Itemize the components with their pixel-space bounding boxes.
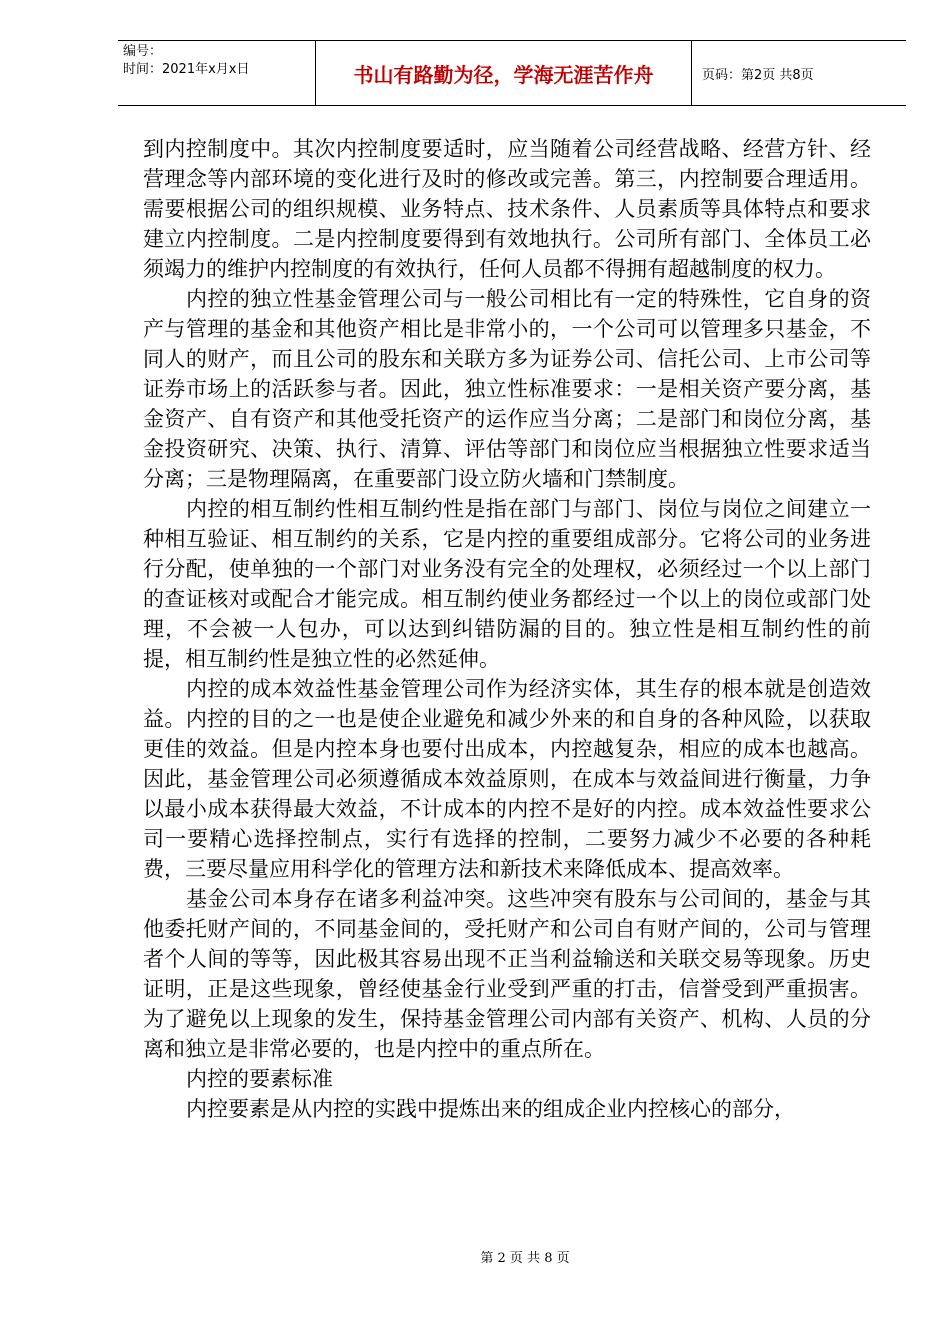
paragraph: 内控的相互制约性相互制约性是指在部门与部门、岗位与岗位之间建立一种相互验证、相互制约的关系，它是内控的重要组成部分。它将公司的业务进行分配，使单独的一个部门对业务没有完全的处理权，必须经过一个以上部门的查证核对或配合才能完成。相互制约使业务都经过一个以上的岗位或部门处理，不会被一人包办，可以达到纠错防漏的目的。独立性是相互制约性的前提，相互制约性是独立性的必然延伸。 bbox=[143, 497, 871, 671]
section-heading: 内控的要素标准 bbox=[186, 1067, 333, 1091]
paragraph: 内控的独立性基金管理公司与一般公司相比有一定的特殊性，它自身的资产与管理的基金和其他资产相比是非常小的，一个公司可以管理多只基金，不同人的财产，而且公司的股东和关联方多为证券公司、信托公司、上市公司等证券市场上的活跃参与者。因此，独立性标准要求：一是相关资产要分离，基金资产、自有资产和其他受托资产的运作应当分离；二是部门和岗位分离，基金投资研究、决策、执行、清算、评估等部门和岗位应当根据独立性要求适当分离；三是物理隔离，在重要部门设立防火墙和门禁制度。 bbox=[143, 287, 871, 491]
header-page-info: 页码：第2页 共8页 bbox=[702, 67, 814, 83]
paragraph: 内控的成本效益性基金管理公司作为经济实体，其生存的根本就是创造效益。内控的目的之一也是使企业避免和减少外来的和自身的各种风险，以获取更佳的效益。但是内控本身也要付出成本，内控越复杂，相应的成本也越高。因此，基金管理公司必须遵循成本效益原则，在成本与效益间进行衡量，力争以最小成本获得最大效益，不计成本的内控不是好的内控。成本效益性要求公司一要精心选择控制点，实行有选择的控制，二要努力减少不必要的各种耗费，三要尽量应用科学化的管理方法和新技术来降低成本、提高效率。 bbox=[143, 677, 871, 881]
header-motto: 书山有路勤为径，学海无涯苦作舟 bbox=[316, 41, 692, 105]
number-label: 编号： bbox=[123, 44, 163, 59]
time-label: 时间：2021年x月x日 bbox=[123, 62, 250, 77]
document-body bbox=[143, 134, 871, 1124]
page-footer: 第 2 页 共 8 页 bbox=[480, 1251, 570, 1266]
paragraph: 内控要素是从内控的实践中提炼出来的组成企业内控核心的部分， bbox=[186, 1097, 795, 1121]
document-header bbox=[118, 40, 906, 106]
paragraph: 到内控制度中。其次内控制度要适时，应当随着公司经营战略、经营方针、经营理念等内部环境的变化进行及时的修改或完善。第三，内控制要合理适用。需要根据公司的组织规模、业务特点、技术条件、人员素质等具体特点和要求建立内控制度。二是内控制度要得到有效地执行。公司所有部门、全体员工必须竭力的维护内控制度的有效执行，任何人员都不得拥有超越制度的权力。 bbox=[143, 137, 871, 281]
header-meta bbox=[118, 41, 316, 105]
paragraph: 基金公司本身存在诸多利益冲突。这些冲突有股东与公司间的，基金与其他委托财产间的，不同基金间的，受托财产和公司自有财产间的，公司与管理者个人间的等等，因此极其容易出现不正当利益输送和关联交易等现象。历史证明，正是这些现象，曾经使基金行业受到严重的打击，信誉受到严重损害。为了避免以上现象的发生，保持基金管理公司内部有关资产、机构、人员的分离和独立是非常必要的，也是内控中的重点所在。 bbox=[143, 887, 871, 1061]
